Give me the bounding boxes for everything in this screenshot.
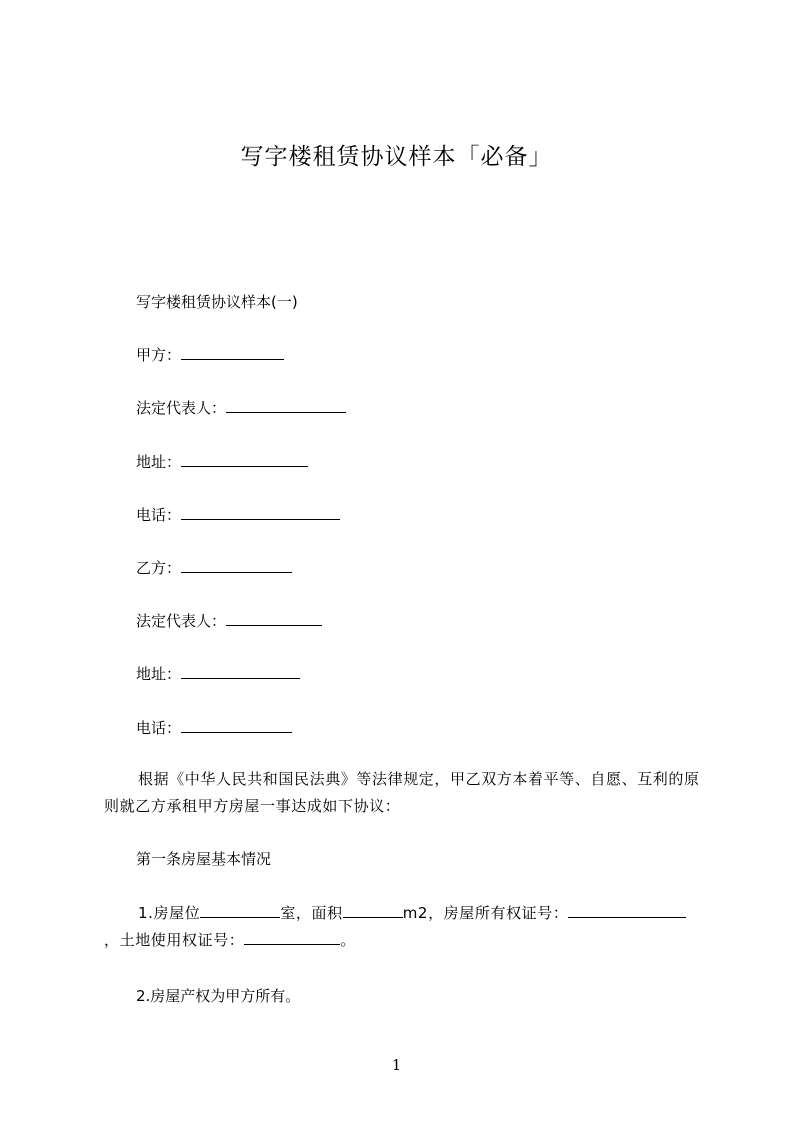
party-b-label: 乙方： <box>136 559 182 577</box>
party-b-rep-line <box>136 611 322 631</box>
item-1-prefix: 1.房屋位 <box>138 904 201 922</box>
party-b-address-label: 地址： <box>136 665 182 683</box>
party-b-rep-label: 法定代表人： <box>136 612 227 630</box>
party-a-phone-line <box>136 505 340 525</box>
land-cert-blank <box>244 930 340 945</box>
party-a-rep-line <box>136 398 346 418</box>
subtitle: 写字楼租赁协议样本(一) <box>136 293 298 311</box>
party-b-phone-blank <box>181 718 292 733</box>
room-blank <box>200 903 280 918</box>
party-a-address-line <box>136 452 308 472</box>
party-a-line <box>136 345 284 365</box>
article-1-heading: 第一条房屋基本情况 <box>136 850 272 868</box>
party-b-phone-label: 电话： <box>136 719 182 737</box>
party-b-address-blank <box>181 664 300 679</box>
party-b-rep-blank <box>226 611 322 626</box>
party-b-line <box>136 558 292 578</box>
party-a-address-label: 地址： <box>136 453 182 471</box>
area-blank <box>343 903 403 918</box>
page-number: 1 <box>391 1056 402 1074</box>
party-a-address-blank <box>181 452 308 467</box>
item-1-room: 室，面积 <box>280 904 343 922</box>
item-1-end: 。 <box>340 931 357 949</box>
article-1-item-2: 2.房屋产权为甲方所有。 <box>136 987 301 1005</box>
party-a-rep-blank <box>226 398 346 413</box>
party-a-label: 甲方： <box>136 346 182 364</box>
party-b-blank <box>181 558 292 573</box>
property-cert-blank <box>568 903 686 918</box>
party-b-phone-line <box>136 718 292 738</box>
item-1-land: 土地使用权证号： <box>119 931 245 949</box>
item-1-comma: ， <box>104 931 120 949</box>
party-a-rep-label: 法定代表人： <box>136 399 227 417</box>
party-b-address-line <box>136 664 300 684</box>
party-a-phone-label: 电话： <box>136 506 182 524</box>
document-title: 写字楼租赁协议样本「必备」 <box>240 144 553 170</box>
party-a-phone-blank <box>181 505 340 520</box>
item-1-unit: m2，房屋所有权证号： <box>402 904 569 922</box>
party-a-blank <box>181 345 284 360</box>
intro-paragraph: 根据《中华人民共和国民法典》等法律规定，甲乙双方本着平等、自愿、互利的原则就乙方承租甲方房屋一事达成如下协议： <box>104 770 700 815</box>
article-1-item-1 <box>104 900 702 954</box>
